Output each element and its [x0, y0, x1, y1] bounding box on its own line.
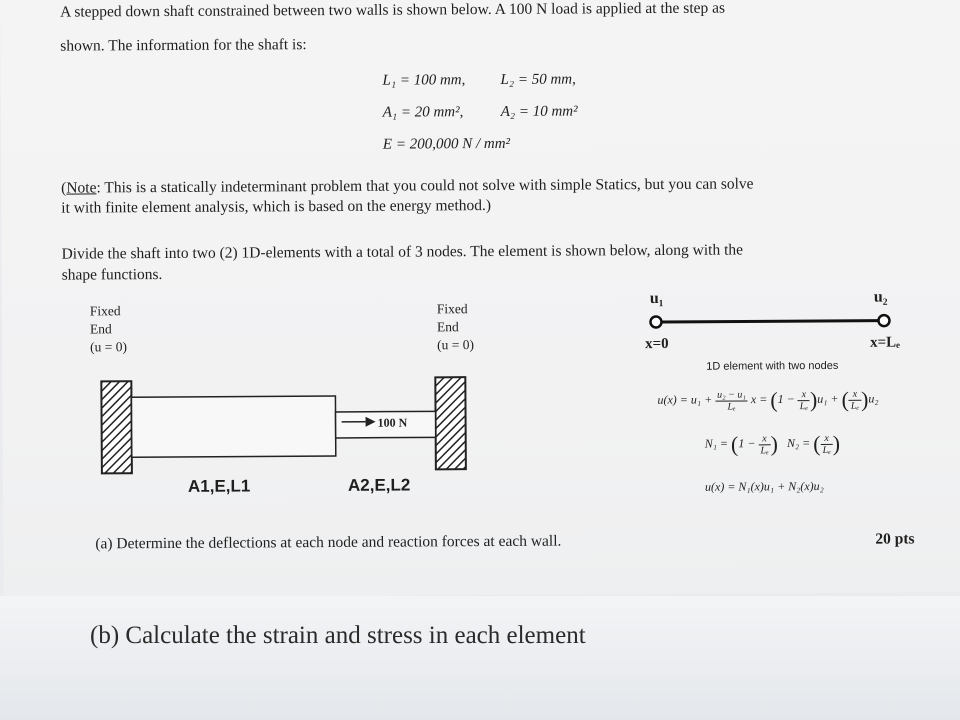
eq1-f2-den: Lₑ [799, 400, 808, 412]
part-b-text: (b) Calculate the strain and stress in each element [90, 622, 586, 649]
x-start-label: x=0 [645, 335, 669, 353]
shaft-diagram [97, 375, 473, 477]
divide-line-1: Divide the shaft into two (2) 1D-elements with a total of 3 nodes. The element is shown below, along with the [61, 241, 744, 263]
node-2-circle [878, 315, 889, 326]
right-support-line-3: (u = 0) [437, 337, 475, 353]
given-A2: A₂ = 10 mm² [500, 103, 578, 120]
eq2-fraction-2 [821, 432, 833, 455]
equation-shape-functions: N₁ = (1 − $\frac{x}{\text{Lₑ}}$ ) N₂ = ( $\frac{x}{\text{Lₑ}}$ ) [704, 430, 841, 457]
note-label: Note [66, 179, 97, 197]
eq1-frac-den: Lₑ [727, 401, 736, 413]
equation-displacement: u(x) = u₁ + $\frac{\text{u₂ − u₁}}{\text{Lₑ}}$ x = (1 − $\frac{x}{\text{Lₑ}}$ )u₁ + ( $\frac{x}{\text{Lₑ}}$ )u₂ [657, 386, 879, 413]
right-support-line-1: Fixed [436, 301, 468, 317]
node-1-displacement: u₁ [649, 289, 664, 308]
equation-interpolation: u(x) = N₁(x)u₁ + N₂(x)u₂ [704, 478, 824, 494]
element-diagram [642, 308, 902, 334]
eq1-mid: x = [750, 392, 768, 407]
eq2-f2-den: Lₑ [822, 444, 831, 456]
intro-line-1: A stepped down shaft constrained between two walls is shown below. A 100 N load is applied at the step as [60, 0, 726, 21]
eq2-f1-den: Lₑ [760, 444, 769, 456]
load-label: 100 N [377, 415, 408, 430]
eq1-lhs: u(x) = u₁ + [657, 392, 713, 407]
eq1-f3-num: x [849, 388, 861, 400]
given-A1: A₁ = 20 mm², [382, 104, 464, 121]
node-2-displacement: u₂ [873, 288, 888, 306]
eq1-f3-den: Lₑ [850, 400, 860, 412]
eq1-fraction [715, 389, 748, 412]
eq2-f1-num: x [758, 433, 770, 445]
given-E: E = 200,000 N / mm² [382, 135, 511, 153]
note-text-1: : This is a statically indeterminant problem that you could not solve with simple Statics, but you can solve [96, 175, 754, 197]
right-support-line-2: End [436, 319, 459, 335]
part-a-points: 20 pts [875, 530, 915, 548]
eq1-u2: u₂ [868, 391, 879, 406]
eq1-frac-num: u₂ − u₁ [715, 389, 748, 401]
right-wall-hatch [435, 377, 466, 469]
part-a-text: (a) Determine the deflections at each node and reaction forces at each wall. [95, 532, 562, 553]
shaft-section-1 [131, 396, 335, 457]
right-support-label [437, 300, 474, 354]
left-support-line-3: (u = 0) [90, 339, 128, 355]
lower-page-strip [0, 596, 960, 720]
node-1-circle [650, 316, 661, 327]
eq2-one-minus: 1 − [738, 436, 756, 451]
intro-line-2: shown. The information for the shaft is: [60, 36, 307, 55]
divide-line-2: shape functions. [61, 266, 163, 284]
x-end-label: x=Lₑ [870, 334, 901, 351]
section-1-label: A1,E,L1 [187, 476, 251, 496]
eq2-fraction-1 [758, 433, 770, 456]
eq2-N1: N₁ = [704, 436, 729, 451]
note-line-2: it with finite element analysis, which is based on the energy method.) [61, 197, 492, 217]
eq2-f2-num: x [821, 432, 833, 444]
note-open-paren: ( [61, 179, 67, 197]
eq1-fraction-2 [798, 389, 810, 412]
given-L1: L₁ = 100 mm, [382, 72, 466, 89]
left-wall-hatch [101, 381, 132, 473]
eq1-one-minus: 1 − [777, 391, 795, 407]
section-2-label: A2,E,L2 [347, 475, 411, 495]
left-support-label [90, 302, 127, 356]
eq1-fraction-3 [849, 388, 861, 411]
note-line-1 [61, 175, 753, 197]
eq1-u1: u₁ + [817, 391, 839, 406]
left-support-line-2: End [89, 321, 112, 337]
element-caption: 1D element with two nodes [706, 359, 839, 373]
given-L2: L₂ = 50 mm, [500, 71, 576, 88]
eq2-N2: N₂ = [786, 435, 811, 450]
left-support-line-1: Fixed [89, 303, 121, 319]
eq1-f2-num: x [798, 389, 810, 401]
element-bar [662, 321, 878, 322]
